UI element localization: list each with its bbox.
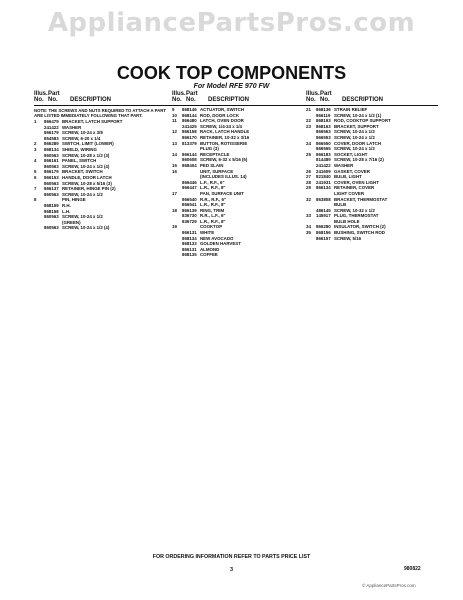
parts-row	[172, 203, 308, 208]
illus-number: 26	[306, 168, 311, 174]
parts-row	[34, 148, 172, 153]
illus-number	[34, 226, 44, 231]
illus-number: 22	[306, 118, 311, 124]
illus-number	[172, 242, 182, 247]
illus-number	[172, 198, 182, 203]
illus-number: 25	[306, 151, 311, 157]
part-description: COOKTOP	[200, 224, 223, 230]
parts-column-3	[306, 91, 438, 241]
part-description: ROD, DOOR LOCK	[200, 112, 240, 118]
illus-number	[34, 215, 44, 220]
column-header	[306, 91, 438, 106]
part-number	[316, 203, 334, 208]
part-number: 863808	[316, 196, 331, 202]
illus-number: 11	[172, 118, 177, 124]
part-number: 866119	[316, 112, 331, 118]
description-header: DESCRIPTION	[70, 97, 112, 103]
parts-row	[306, 231, 438, 236]
part-number: 868163	[316, 123, 331, 129]
part-description: ALMOND	[200, 246, 220, 252]
illus-number: 9	[172, 107, 175, 112]
illus-number	[34, 131, 44, 136]
parts-row	[172, 142, 308, 147]
part-description: RECEPTACLE	[200, 151, 230, 157]
part-description: L.R., R.F., 8"	[200, 218, 226, 224]
part-description: BUTTON, ROTISSERIE	[200, 140, 248, 146]
illus-number: 5	[34, 169, 37, 175]
part-number: 866563	[316, 129, 331, 135]
illus-number	[34, 221, 44, 226]
part-number	[316, 192, 334, 197]
illus-number	[306, 158, 316, 163]
parts-row	[172, 136, 308, 141]
part-number: 866553	[316, 134, 331, 140]
part-description: SCREW, 10-28 x 5/16 (3)	[62, 180, 112, 186]
parts-row	[306, 198, 438, 203]
illus-number: 7	[34, 186, 37, 192]
illus-number	[172, 253, 182, 258]
part-number: 836729	[182, 218, 197, 224]
illus-number: 33	[306, 213, 311, 219]
part-description: L.F., R.F., 6"	[200, 179, 225, 185]
illus-number: 19	[172, 224, 177, 230]
part-description: RING, TRIM	[200, 207, 225, 213]
part-description: BRACKET, SWITCH	[62, 169, 103, 175]
part-number: 868135	[182, 252, 197, 258]
illus-number	[34, 204, 44, 209]
part-number: 866144	[182, 151, 197, 157]
part-number: 241931	[316, 179, 331, 185]
part-number: 860563	[44, 225, 59, 231]
part-number: 866131	[182, 230, 197, 236]
illus-number	[172, 203, 182, 208]
part-number: 866280	[316, 224, 331, 230]
part-description: ROD, COOKTOP SUPPORT	[334, 118, 391, 124]
part-number: 868134	[182, 235, 197, 241]
part-description: INSULATOR, SWITCH (2)	[334, 224, 386, 230]
part-description: BRACKET, SUPPORT	[334, 123, 379, 129]
part-description: SCREW, 6-32 x 5/16 (6)	[200, 157, 248, 163]
part-description: L.R., R.F., 8"	[200, 202, 226, 208]
part-number: 868404	[182, 162, 197, 168]
illus-number	[172, 181, 182, 186]
parts-row	[34, 215, 172, 220]
parts-row	[34, 193, 172, 198]
part-description: (GREEN)	[62, 219, 81, 225]
illus-header: Illus. No.	[172, 91, 186, 103]
parts-row	[306, 192, 438, 197]
part-number: 866137	[44, 186, 59, 192]
part-description: RETAINER, HINGE PIN (2)	[62, 186, 116, 192]
illus-number	[306, 136, 316, 141]
illus-header: Illus. No.	[34, 91, 48, 103]
part-description: BULB	[334, 202, 347, 208]
parts-row	[306, 108, 438, 113]
part-description: COFFEE	[200, 252, 218, 258]
part-number: 821840	[316, 174, 331, 180]
part-description: SCREW, 10-24 x 1/2 (4)	[62, 163, 110, 169]
part-description: NEW AVOCADO	[200, 235, 234, 241]
part-description: RETAINER, 10-32 x 3/16	[200, 134, 250, 140]
part-number: 866565	[316, 146, 331, 152]
part-number: 860563	[44, 180, 59, 186]
part-number: 241609	[316, 168, 331, 174]
part-description: L.H.	[62, 208, 71, 214]
illus-number: 3	[34, 146, 37, 152]
part-description: BRACKET, LATCH SUPPORT	[62, 119, 123, 124]
part-description: LATCH, OVEN DOOR	[200, 118, 244, 124]
parts-list	[34, 120, 172, 231]
part-description: RETAINER, COVER	[334, 185, 375, 191]
part-number: 866161	[44, 158, 59, 164]
illus-number: 6	[34, 174, 37, 180]
parts-row	[306, 203, 438, 208]
part-number: 145917	[316, 213, 331, 219]
part-number: 868159	[44, 202, 59, 208]
parts-row	[34, 120, 172, 125]
illus-number	[34, 126, 44, 131]
part-description: PLUG, THERMOSTAT	[334, 213, 379, 219]
part-number: 868193	[316, 118, 331, 124]
part-number: 860563	[44, 191, 59, 197]
parts-row	[34, 176, 172, 181]
part-number: 868146	[182, 107, 197, 112]
parts-row	[172, 192, 308, 197]
parts-row	[172, 108, 308, 113]
description-header: DESCRIPTION	[342, 97, 384, 103]
part-description: WASHER	[62, 124, 82, 130]
part-description: SCREW, 10-28 x 7/16 (2)	[334, 157, 384, 163]
page-title: COOK TOP COMPONENTS	[116, 63, 347, 83]
part-description: SHIELD, WIRING	[62, 146, 97, 152]
part-description: SCREW, 10-24 x 3/8	[62, 130, 103, 136]
part-number: 866131	[182, 246, 197, 252]
illus-number	[172, 214, 182, 219]
part-header: Part No.	[48, 91, 60, 103]
part-number: 836730	[182, 213, 197, 219]
parts-row	[306, 214, 438, 219]
part-number: 866447	[182, 185, 197, 191]
part-description: COVER, OVEN LIGHT	[334, 179, 379, 185]
illus-number: 12	[172, 129, 177, 135]
part-number: 813379	[182, 140, 197, 146]
part-description: R.R., L.F., 6"	[200, 213, 226, 219]
part-description: SCREW, 10-24 x 1/2	[334, 146, 375, 152]
part-description: PLUG (3)	[200, 146, 219, 152]
illus-number: 15	[172, 162, 177, 168]
part-description: SWITCH, LIMIT (LOWER)	[62, 141, 114, 147]
parts-row	[306, 186, 438, 191]
illus-number: 18	[172, 207, 177, 213]
part-description: SCREW, 10-24 x 1/2	[334, 134, 375, 140]
part-number: 866446	[182, 179, 197, 185]
part-number: 868133	[182, 241, 197, 247]
document-code: 980822	[404, 566, 421, 572]
part-number: 866541	[182, 202, 197, 208]
part-description: SCREW, 1/4-24 x 1/4	[200, 123, 242, 129]
part-description: PAN, SURFACE UNIT	[200, 190, 244, 196]
part-number: 241422	[44, 124, 59, 130]
part-number: 866157	[316, 235, 331, 241]
parts-row	[34, 226, 172, 231]
part-number: 860608	[182, 157, 197, 163]
part-number: 866550	[316, 140, 331, 146]
illus-number	[306, 237, 316, 242]
illus-number: 23	[306, 123, 311, 129]
part-number: 486145	[316, 207, 331, 213]
part-number: 860563	[44, 214, 59, 220]
part-description: (INCLUDES ILLUS. 14)	[200, 174, 247, 180]
part-number: 868156	[316, 230, 331, 236]
illus-number: 32	[306, 196, 311, 202]
part-number	[182, 170, 200, 175]
part-description: SCREW, 6-20 x 1/4	[62, 135, 101, 141]
parts-column-2	[172, 91, 308, 258]
illus-number	[172, 231, 182, 236]
illus-number: 27	[306, 174, 311, 180]
illus-number: 35	[306, 230, 311, 236]
part-description: BUSHING, SWITCH ROD	[334, 230, 385, 236]
part-number: 868158	[44, 208, 59, 214]
parts-list	[306, 108, 438, 241]
model-subtitle: For Model RFE 970 FW	[193, 83, 270, 90]
part-description: R.H.	[62, 202, 71, 208]
parts-row	[34, 204, 172, 209]
part-number: 866179	[44, 169, 59, 175]
part-number: 860563	[44, 152, 59, 158]
part-number: 814489	[316, 157, 331, 163]
page-number: 3	[229, 567, 234, 573]
part-description: PANEL, SWITCH	[62, 158, 97, 164]
part-description: UNIT, SURFACE	[200, 168, 234, 174]
part-number: 241425	[182, 123, 197, 129]
part-description: SCREW, 5/16	[334, 235, 362, 241]
part-number: 868144	[182, 112, 197, 118]
illus-number	[172, 237, 182, 242]
illus-number: 21	[306, 107, 311, 112]
part-description: SCREW, 10-24 x 1/2 (1)	[334, 112, 382, 118]
parts-row	[306, 164, 438, 169]
illus-number: 1	[34, 119, 37, 124]
part-number: 866289	[44, 141, 59, 147]
illus-number: 17	[172, 190, 177, 196]
part-header: Part No.	[186, 91, 198, 103]
part-number: 866179	[44, 130, 59, 136]
part-description: STRAIN RELIEF	[334, 107, 368, 112]
illus-number: 34	[306, 224, 311, 230]
part-description: COVER, DOOR LATCH	[334, 140, 381, 146]
part-description: WASHER	[334, 162, 354, 168]
parts-row	[172, 220, 308, 225]
part-description: SCREW, 10-24 x 1/2 (4)	[62, 225, 110, 231]
part-number: 868134	[44, 146, 59, 152]
part-header: Part No.	[320, 91, 332, 103]
part-description: SCREW, 10-24 x 1/2	[334, 129, 375, 135]
illus-number	[172, 136, 182, 141]
illus-number	[306, 192, 316, 197]
illus-number: 16	[172, 168, 177, 174]
parts-row	[306, 237, 438, 242]
part-number: 866170	[182, 134, 197, 140]
part-description: PED SLAIN	[200, 162, 224, 168]
part-description: GASKET, COVER	[334, 168, 370, 174]
parts-column-1	[34, 91, 172, 231]
part-number: 866480	[182, 118, 197, 124]
parts-row	[172, 164, 308, 169]
part-description: BULB HOLE	[334, 218, 360, 224]
illus-number	[306, 203, 316, 208]
illus-number	[306, 164, 316, 169]
illus-number: 14	[172, 151, 177, 157]
part-description: HANDLE, DOOR LATCH	[62, 174, 112, 180]
part-description: WHITE	[200, 230, 215, 236]
illus-number	[34, 210, 44, 215]
part-description: LIGHT COVER	[334, 190, 365, 196]
part-number: 860563	[44, 163, 59, 169]
part-description: SOCKET, LIGHT	[334, 151, 368, 157]
part-number: 241422	[316, 162, 331, 168]
part-description: SCREW, 10-28 x 1/2 (3)	[62, 152, 110, 158]
part-number: 866183	[316, 151, 331, 157]
parts-row	[306, 136, 438, 141]
illus-number	[172, 248, 182, 253]
parts-row	[172, 231, 308, 236]
illus-number: 2	[34, 141, 37, 147]
part-description: BRACKET, THERMOSTAT	[334, 196, 388, 202]
part-description: SCREW, 10-24 x 1/2	[62, 214, 103, 220]
part-description: PIN, HINGE	[62, 197, 86, 203]
part-number: 866134	[316, 185, 331, 191]
credit-text: © AppliancePartsPros.com	[362, 583, 416, 588]
part-description: L.R., R.F., 8"	[200, 185, 226, 191]
ordering-footer: FOR ORDERING INFORMATION REFER TO PARTS PRICE LIST	[152, 554, 311, 560]
part-number: 866479	[44, 119, 59, 124]
part-number: 866153	[44, 174, 59, 180]
note-text: NOTE: THE SCREWS AND NUTS REQUIRED TO ATTACH A PART ARE LISTED IMMEDIATELY FOLLOWING THAT PART.	[34, 108, 167, 118]
parts-row	[172, 253, 308, 258]
part-number: 854583	[44, 135, 59, 141]
part-description: GOLDEN HARVEST	[200, 241, 241, 247]
part-description: SCREW, 10-32 x 1/2	[334, 207, 375, 213]
part-number: 866139	[182, 207, 197, 213]
illus-number: 4	[34, 158, 37, 164]
part-description: R.R., R.F., 6"	[200, 196, 226, 202]
column-header	[172, 91, 308, 106]
parts-list	[172, 108, 308, 258]
part-number	[182, 192, 200, 197]
illus-number: 8	[34, 197, 37, 203]
illus-number: 29	[306, 185, 311, 191]
watermark: AppliancePartsPros.com	[47, 8, 416, 38]
illus-number: 28	[306, 179, 311, 185]
illus-number: 24	[306, 140, 311, 146]
description-header: DESCRIPTION	[208, 97, 250, 103]
part-description: BULB, LIGHT	[334, 174, 362, 180]
illus-number	[172, 175, 182, 180]
part-number: 866540	[182, 196, 197, 202]
illus-number: 10	[172, 112, 177, 118]
illus-header: Illus. No.	[306, 91, 320, 103]
part-number: 868136	[316, 107, 331, 112]
part-description: RACK, LATCH HANDLE	[200, 129, 250, 135]
part-description: SCREW, 10-24 x 1/2	[62, 191, 103, 197]
column-header	[34, 91, 172, 106]
part-description: ACTUATOR, SWITCH	[200, 107, 244, 112]
illus-number: 13	[172, 140, 177, 146]
illus-number	[306, 130, 316, 135]
part-number: 866158	[182, 129, 197, 135]
